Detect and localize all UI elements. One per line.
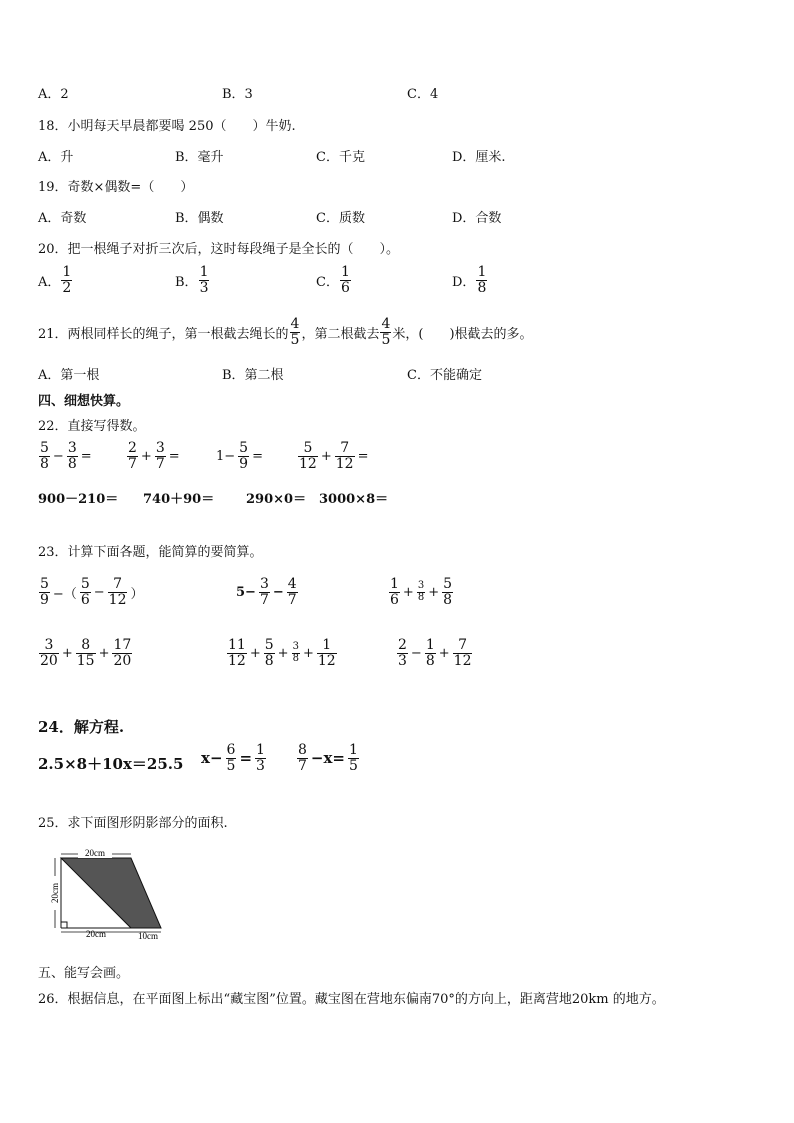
- q18-option-a: A．升: [38, 150, 74, 165]
- numerator: 2: [398, 637, 407, 653]
- operand: x−: [201, 749, 223, 768]
- numerator: 5: [443, 576, 453, 592]
- fraction: [442, 577, 453, 607]
- q22-row2-expr-1: 900－210＝: [38, 492, 119, 507]
- q23-expr-1: [38, 577, 146, 607]
- denominator: 8: [443, 591, 453, 608]
- q19-option-d: D．合数: [452, 211, 502, 226]
- denominator: 2: [62, 279, 72, 296]
- fraction: [290, 317, 301, 347]
- numerator: 8: [298, 742, 307, 758]
- operator: +: [402, 584, 414, 600]
- q21-option-c: C．不能确定: [407, 368, 482, 383]
- fraction: [199, 265, 210, 295]
- fraction: [259, 577, 270, 607]
- shaded-region: [61, 858, 161, 928]
- numerator: 1: [62, 264, 72, 280]
- numerator: 3: [259, 576, 269, 592]
- option-label: C．: [316, 274, 339, 290]
- denominator: 6: [390, 591, 399, 608]
- denominator: 5: [226, 757, 236, 774]
- operator: +: [249, 645, 261, 661]
- q21-stem: [38, 317, 533, 347]
- q18-stem: 18．小明每天早晨都要喝 250（ ）牛奶.: [38, 119, 296, 134]
- top-dimension-label: 20cm: [85, 848, 105, 858]
- fraction: [264, 638, 275, 668]
- denominator: 9: [40, 591, 49, 608]
- q24-equation-3: [296, 743, 360, 773]
- operator: −（: [52, 586, 77, 602]
- q17-option-a: A．2: [38, 87, 69, 102]
- numerator: 3: [155, 440, 165, 456]
- fraction: [238, 441, 249, 471]
- shaded-trapezoid-figure: [38, 840, 173, 945]
- q20-stem: 20．把一根绳子对折三次后，这时每段绳子是全长的（ ）。: [38, 242, 400, 257]
- q21-text-1: 21．两根同样长的绳子，第一根截去绳长的: [38, 326, 289, 342]
- operator: +: [277, 645, 289, 661]
- numerator: 5: [80, 576, 90, 592]
- operator: +: [140, 448, 152, 464]
- fraction: [76, 638, 96, 668]
- denominator: 12: [317, 652, 336, 669]
- fraction: [335, 441, 355, 471]
- left-dimension-label: 20cm: [50, 883, 60, 903]
- q23-expr-6: [396, 638, 473, 668]
- denominator: 6: [340, 279, 350, 296]
- fraction: [80, 577, 91, 607]
- q22-expr-1: [38, 441, 94, 471]
- fraction: [255, 743, 266, 773]
- denominator: 5: [290, 331, 300, 348]
- fraction: [340, 265, 351, 295]
- equals-sign: =: [80, 448, 92, 464]
- q22-stem: 22．直接写得数。: [38, 419, 146, 434]
- section-4-heading: 四、细想快算。: [38, 394, 130, 409]
- operator: −: [272, 584, 284, 600]
- q26-stem: 26．根据信息，在平面图上标出“藏宝图”位置。藏宝图在营地东偏南70°的方向上，距离营地20km 的地方。: [38, 992, 665, 1007]
- operator: −: [93, 584, 105, 600]
- q22-row2-expr-2: 740＋90＝: [143, 492, 215, 507]
- right-angle-mark: [61, 922, 67, 928]
- fraction: [108, 577, 128, 607]
- q19-option-a: A．奇数: [38, 211, 87, 226]
- bottom-dimension-label: 20cm: [86, 929, 106, 939]
- operator: −: [52, 448, 64, 464]
- fraction: [155, 441, 166, 471]
- fraction: [298, 441, 318, 471]
- q20-option-a: [38, 265, 73, 295]
- q21-text-3: 米，( )根截去的多。: [392, 326, 533, 342]
- q23-expr-3: [388, 577, 454, 607]
- numerator: 5: [40, 440, 49, 456]
- denominator: 12: [453, 652, 472, 669]
- q21-text-2: ，第二根截去: [301, 326, 380, 342]
- fraction: [39, 638, 59, 668]
- fraction: [297, 743, 308, 773]
- denominator: 5: [349, 757, 358, 774]
- fraction: [397, 638, 408, 668]
- numerator: 1: [425, 637, 435, 653]
- numerator: 5: [298, 441, 318, 457]
- numerator: 3: [417, 580, 425, 592]
- denominator: 3: [199, 279, 209, 296]
- numerator: 1: [256, 742, 265, 758]
- operator: =: [239, 749, 253, 768]
- q24-equation-2: [199, 743, 267, 773]
- numerator: 17: [113, 637, 132, 653]
- numerator: 5: [40, 576, 49, 592]
- denominator: 20: [113, 652, 132, 669]
- q17-option-c: C．4: [407, 87, 439, 102]
- denominator: 7: [128, 455, 137, 472]
- q23-expr-2: [234, 577, 299, 607]
- numerator: 4: [290, 316, 300, 332]
- denominator: 8: [477, 279, 487, 296]
- numerator: 2: [128, 440, 137, 456]
- numerator: 7: [335, 441, 355, 457]
- numerator: 3: [67, 440, 77, 456]
- fraction: [127, 441, 138, 471]
- fraction: [380, 317, 391, 347]
- denominator: 6: [80, 591, 90, 608]
- q21-option-b: B．第二根: [222, 368, 284, 383]
- fraction: [226, 743, 237, 773]
- q17-option-b: B．3: [222, 87, 253, 102]
- q22-expr-4: [297, 441, 370, 471]
- q22-row2-expr-3: 290×0＝: [246, 492, 307, 507]
- fraction: [287, 577, 298, 607]
- q23-expr-4: [38, 638, 133, 668]
- q23-stem: 23．计算下面各题，能简算的要简算。: [38, 545, 263, 560]
- fraction: [39, 441, 50, 471]
- operand: 1−: [216, 448, 236, 464]
- denominator: 8: [67, 455, 77, 472]
- operator: +: [302, 645, 314, 661]
- denominator: 7: [259, 591, 269, 608]
- q22-expr-3: [214, 441, 265, 471]
- q24-equation-1: 2.5×8＋10x＝25.5: [38, 755, 184, 773]
- q18-option-c: C．千克: [316, 150, 365, 165]
- denominator: 15: [76, 652, 95, 669]
- denominator: 12: [228, 652, 246, 669]
- q19-option-b: B．偶数: [175, 211, 224, 226]
- numerator: 5: [239, 440, 249, 456]
- fraction: [417, 581, 425, 603]
- fraction: [39, 577, 50, 607]
- numerator: 1: [477, 264, 487, 280]
- fraction: [112, 638, 132, 668]
- denominator: 8: [425, 652, 435, 669]
- denominator: 8: [40, 455, 49, 472]
- numerator: 6: [226, 742, 236, 758]
- numerator: 5: [264, 637, 274, 653]
- q20-option-d: [452, 265, 488, 295]
- q25-stem: 25．求下面图形阴影部分的面积.: [38, 816, 228, 831]
- fraction: [292, 642, 300, 664]
- q23-expr-5: [226, 638, 338, 668]
- denominator: 7: [155, 455, 165, 472]
- fraction: [453, 638, 473, 668]
- operator: −: [410, 645, 422, 661]
- operand: 5−: [236, 584, 256, 600]
- denominator: 8: [417, 591, 425, 603]
- operator: +: [320, 448, 332, 464]
- operator: −x=: [310, 749, 346, 768]
- numerator: 3: [39, 638, 59, 654]
- numerator: 1: [349, 742, 358, 758]
- numerator: 4: [287, 576, 297, 592]
- fraction: [227, 638, 247, 668]
- numerator: 1: [390, 576, 399, 592]
- q18-option-b: B．毫升: [175, 150, 224, 165]
- q19-option-c: C．质数: [316, 211, 365, 226]
- q22-expr-2: [126, 441, 182, 471]
- equals-sign: =: [252, 448, 263, 464]
- numerator: 1: [340, 264, 350, 280]
- q19-stem: 19．奇数×偶数=（ ）: [38, 180, 194, 195]
- fraction: [348, 743, 359, 773]
- numerator: 11: [228, 637, 246, 653]
- operator: +: [61, 645, 73, 661]
- denominator: 8: [264, 652, 274, 669]
- denominator: 8: [292, 652, 299, 664]
- operator: +: [438, 645, 450, 661]
- q18-option-d: D．厘米.: [452, 150, 506, 165]
- numerator: 8: [76, 638, 96, 654]
- fraction: [61, 265, 72, 295]
- numerator: 1: [317, 638, 337, 654]
- option-label: B．: [175, 274, 198, 290]
- section-5-heading: 五、能写会画。: [38, 966, 130, 981]
- denominator: 3: [398, 652, 407, 669]
- fraction: [425, 638, 436, 668]
- numerator: 4: [381, 316, 391, 332]
- option-label: A．: [38, 274, 61, 290]
- denominator: 12: [335, 455, 354, 472]
- denominator: 5: [381, 331, 391, 348]
- equals-sign: =: [168, 448, 180, 464]
- denominator: 20: [40, 652, 58, 669]
- q24-stem: 24．解方程.: [38, 718, 125, 736]
- denominator: 9: [239, 455, 249, 472]
- option-label: D．: [452, 274, 476, 290]
- operator: ）: [130, 586, 144, 602]
- operator: +: [428, 584, 440, 600]
- q22-row2-expr-4: 3000×8＝: [319, 492, 389, 507]
- denominator: 3: [256, 757, 265, 774]
- numerator: 3: [292, 641, 299, 653]
- fraction: [389, 577, 400, 607]
- denominator: 12: [108, 591, 127, 608]
- denominator: 7: [287, 591, 297, 608]
- denominator: 7: [298, 757, 307, 774]
- equals-sign: =: [357, 448, 369, 464]
- q20-option-c: [316, 265, 352, 295]
- fraction: [317, 638, 337, 668]
- denominator: 12: [299, 455, 317, 472]
- operator: +: [98, 645, 110, 661]
- numerator: 1: [199, 264, 209, 280]
- numerator: 7: [453, 638, 473, 654]
- q20-option-b: [175, 265, 210, 295]
- numerator: 7: [108, 577, 128, 593]
- right-dimension-label: 10cm: [138, 931, 158, 941]
- fraction: [67, 441, 78, 471]
- q21-option-a: A．第一根: [38, 368, 100, 383]
- fraction: [476, 265, 487, 295]
